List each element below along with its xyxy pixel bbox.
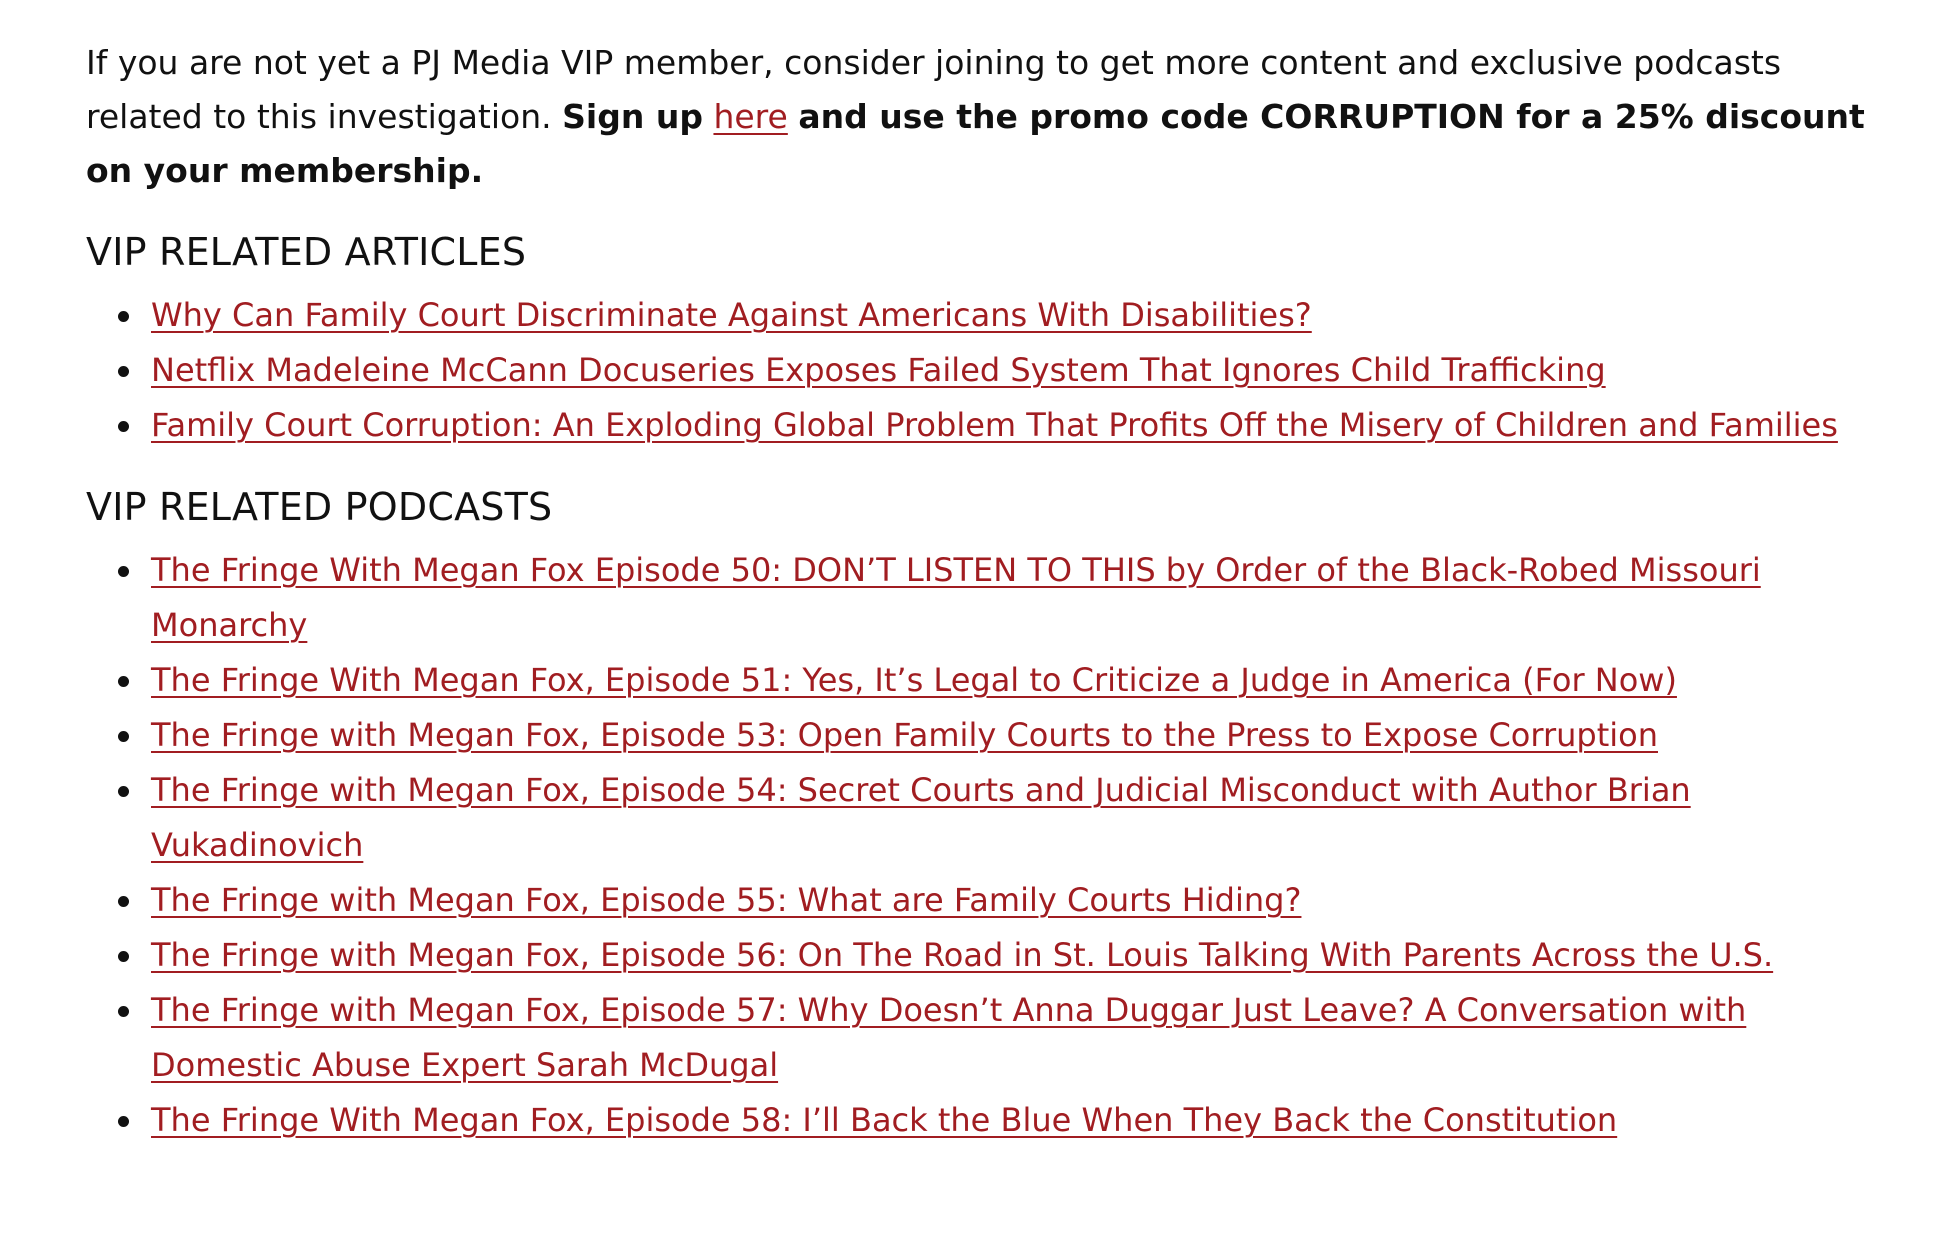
list-item <box>151 708 1876 763</box>
vip-related-articles-heading: VIP RELATED ARTICLES <box>86 230 527 274</box>
bullet-icon <box>118 311 129 322</box>
vip-related-podcasts-heading: VIP RELATED PODCASTS <box>86 485 553 529</box>
vip-related-podcasts-list <box>86 543 1876 1148</box>
article-link[interactable]: Why Can Family Court Discriminate Against Americans With Disabilities? <box>151 296 1312 334</box>
list-item <box>151 653 1876 708</box>
bullet-icon <box>118 366 129 377</box>
bullet-icon <box>118 421 129 432</box>
podcast-link[interactable]: The Fringe with Megan Fox, Episode 53: Open Family Courts to the Press to Expose Corruption <box>151 716 1658 754</box>
vip-promo-paragraph <box>86 36 1876 198</box>
list-item <box>151 288 1876 343</box>
list-item <box>151 343 1876 398</box>
list-item <box>151 928 1876 983</box>
bullet-icon <box>118 951 129 962</box>
list-item <box>151 983 1876 1093</box>
promo-text: If you are not yet a PJ Media VIP member, consider joining to get more content and exclusive podcasts related to this investigation. <box>86 43 1782 136</box>
list-item <box>151 1093 1876 1148</box>
promo-signup-text: Sign up <box>562 97 703 136</box>
bullet-icon <box>118 1006 129 1017</box>
list-item <box>151 763 1876 873</box>
bullet-icon <box>118 896 129 907</box>
bullet-icon <box>118 786 129 797</box>
podcast-link[interactable]: The Fringe with Megan Fox, Episode 55: What are Family Courts Hiding? <box>151 881 1302 919</box>
list-item <box>151 873 1876 928</box>
article-link[interactable]: Family Court Corruption: An Exploding Global Problem That Profits Off the Misery of Children and Families <box>151 406 1838 444</box>
podcast-link[interactable]: The Fringe With Megan Fox Episode 50: DON’T LISTEN TO THIS by Order of the Black-Robed Missouri Monarchy <box>151 551 1761 644</box>
bullet-icon <box>118 731 129 742</box>
signup-link[interactable]: here <box>713 97 788 136</box>
article-link[interactable]: Netflix Madeleine McCann Docuseries Exposes Failed System That Ignores Child Trafficking <box>151 351 1606 389</box>
bullet-icon <box>118 676 129 687</box>
podcast-link[interactable]: The Fringe With Megan Fox, Episode 51: Yes, It’s Legal to Criticize a Judge in America (For Now) <box>151 661 1677 699</box>
podcast-link[interactable]: The Fringe with Megan Fox, Episode 54: Secret Courts and Judicial Misconduct with Author Brian Vukadinovich <box>151 771 1691 864</box>
list-item <box>151 398 1876 453</box>
podcast-link[interactable]: The Fringe with Megan Fox, Episode 56: On The Road in St. Louis Talking With Parents Across the U.S. <box>151 936 1774 974</box>
bullet-icon <box>118 566 129 577</box>
podcast-link[interactable]: The Fringe with Megan Fox, Episode 57: Why Doesn’t Anna Duggar Just Leave? A Conversation with Domestic Abuse Expert Sarah McDugal <box>151 991 1747 1084</box>
clipped-previous-line <box>0 0 1948 2</box>
article-body <box>86 36 1876 1174</box>
promo-code-text: and use the promo code CORRUPTION for a 25% discount on your membership. <box>86 97 1865 190</box>
list-item <box>151 543 1876 653</box>
podcast-link[interactable]: The Fringe With Megan Fox, Episode 58: I’ll Back the Blue When They Back the Constitution <box>151 1101 1618 1139</box>
vip-related-articles-list <box>86 288 1876 453</box>
bullet-icon <box>118 1116 129 1127</box>
